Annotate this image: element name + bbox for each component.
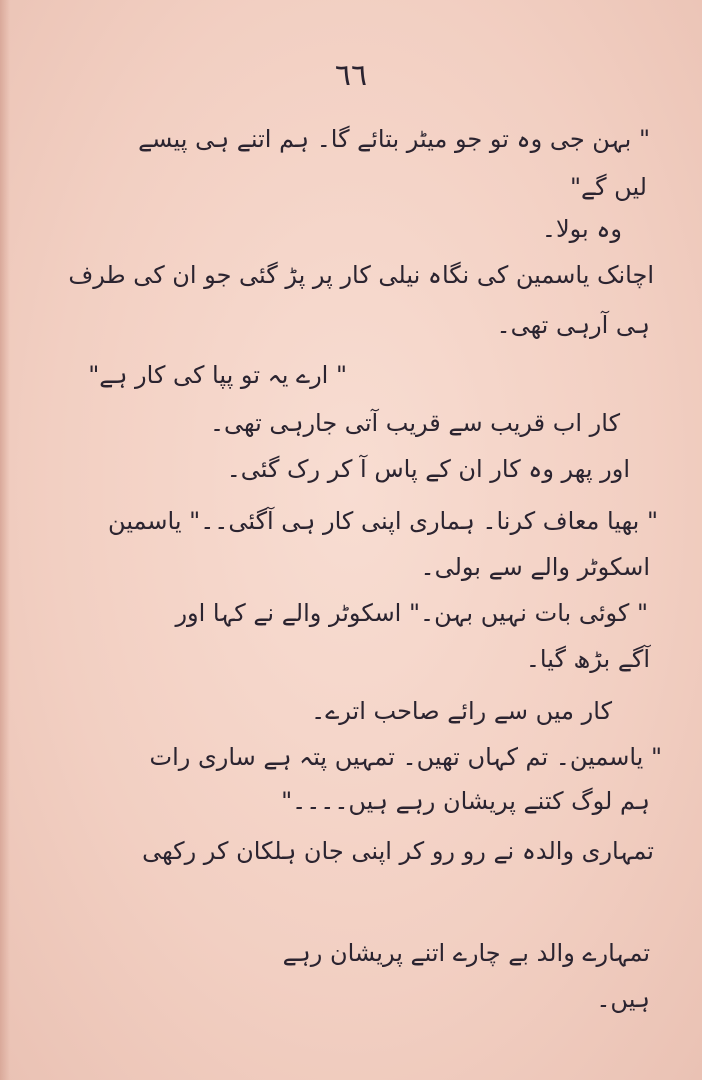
text-line-2: لیں گے"	[570, 173, 647, 201]
text-line-6: " ارے یہ تو پپا کی کار ہے"	[88, 361, 347, 389]
text-line-11: " کوئی بات نہیں بہن۔" اسکوٹر والے نے کہا اور	[175, 599, 648, 627]
text-line-14: " یاسمین۔ تم کہاں تھیں۔ تمہیں پتہ ہے ساری رات	[149, 743, 662, 771]
text-line-5: ہی آرہی تھی۔	[496, 311, 650, 339]
text-line-1: " بہن جی وہ تو جو میٹر بتائے گا۔ ہم اتنے ہی پیسے	[138, 125, 650, 153]
text-line-15: ہم لوگ کتنے پریشان رہے ہیں۔۔۔۔"	[281, 787, 650, 815]
text-line-4: اچانک یاسمین کی نگاہ نیلی کار پر پڑ گئی جو ان کی طرف	[68, 261, 654, 289]
text-line-13: کار میں سے رائے صاحب اترے۔	[311, 697, 612, 725]
page-edge-shadow	[0, 0, 10, 1080]
page-number: ٦٦	[334, 58, 368, 93]
text-line-9: " بھیا معاف کرنا۔ ہماری اپنی کار ہی آگئی۔۔" یاسمین	[108, 507, 658, 535]
text-line-17: تمہارے والد بے چارے اتنے پریشان رہے	[282, 939, 650, 967]
text-line-3: وہ بولا۔	[541, 215, 622, 243]
text-line-7: کار اب قریب سے قریب آتی جارہی تھی۔	[209, 409, 620, 437]
text-line-10: اسکوٹر والے سے بولی۔	[420, 553, 650, 581]
text-line-8: اور پھر وہ کار ان کے پاس آ کر رک گئی۔	[226, 455, 630, 483]
text-line-16: تمہاری والدہ نے رو رو کر اپنی جان ہلکان کر رکھی	[142, 837, 654, 865]
text-line-18: ہیں۔	[596, 985, 650, 1013]
text-line-12: آگے بڑھ گیا۔	[525, 645, 650, 673]
